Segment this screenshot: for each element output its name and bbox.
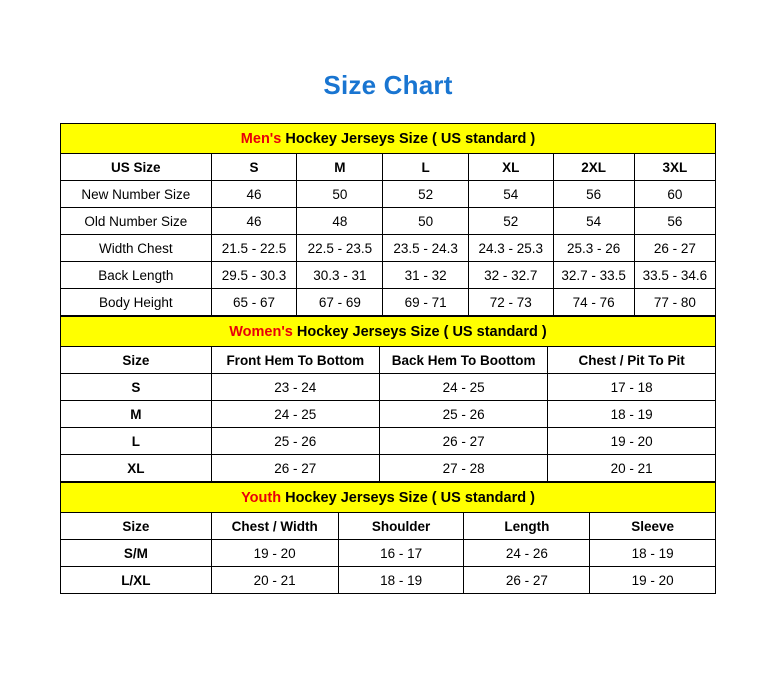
mens-col-4: XL [469, 154, 553, 181]
youth-size-section [60, 482, 716, 594]
mens-banner-rest: Hockey Jerseys Size ( US standard ) [281, 130, 536, 147]
womens-row-2-val-1: 26 - 27 [379, 428, 547, 455]
table-row [61, 262, 716, 289]
womens-row-0-val-1: 24 - 25 [379, 374, 547, 401]
womens-size-table [60, 316, 716, 482]
page-title: Size Chart [323, 70, 453, 100]
womens-row-0-label: S [61, 374, 212, 401]
youth-size-table [60, 482, 716, 594]
youth-banner-rest: Hockey Jerseys Size ( US standard ) [281, 489, 535, 506]
mens-row-4-val-0: 65 - 67 [211, 289, 297, 316]
mens-row-1-label: Old Number Size [61, 208, 212, 235]
womens-col-3: Chest / Pit To Pit [548, 347, 716, 374]
mens-row-2-val-2: 23.5 - 24.3 [383, 235, 469, 262]
mens-row-0-val-1: 50 [297, 181, 383, 208]
mens-row-4-val-2: 69 - 71 [383, 289, 469, 316]
youth-col-2: Shoulder [338, 513, 464, 540]
womens-banner-accent: Women's [229, 323, 293, 340]
mens-row-2-val-3: 24.3 - 25.3 [469, 235, 553, 262]
mens-size-table [60, 123, 716, 316]
mens-row-2-val-4: 25.3 - 26 [553, 235, 634, 262]
mens-row-1-val-4: 54 [553, 208, 634, 235]
womens-row-2-val-2: 19 - 20 [548, 428, 716, 455]
table-row [61, 455, 716, 482]
womens-row-0-val-2: 17 - 18 [548, 374, 716, 401]
womens-row-2-val-0: 25 - 26 [211, 428, 379, 455]
womens-header-row [61, 347, 716, 374]
mens-row-3-val-5: 33.5 - 34.6 [634, 262, 715, 289]
womens-row-3-val-1: 27 - 28 [379, 455, 547, 482]
mens-col-6: 3XL [634, 154, 715, 181]
table-row [61, 401, 716, 428]
mens-row-4-val-1: 67 - 69 [297, 289, 383, 316]
table-row [61, 235, 716, 262]
mens-row-3-val-4: 32.7 - 33.5 [553, 262, 634, 289]
womens-row-1-val-0: 24 - 25 [211, 401, 379, 428]
mens-row-1-val-1: 48 [297, 208, 383, 235]
womens-row-3-label: XL [61, 455, 212, 482]
size-tables-container [60, 123, 716, 594]
mens-col-2: M [297, 154, 383, 181]
womens-banner [61, 317, 716, 347]
mens-row-4-val-5: 77 - 80 [634, 289, 715, 316]
mens-row-1-val-2: 50 [383, 208, 469, 235]
mens-header-row [61, 154, 716, 181]
mens-col-0: US Size [61, 154, 212, 181]
youth-row-0-val-1: 16 - 17 [338, 540, 464, 567]
youth-row-0-val-3: 18 - 19 [590, 540, 716, 567]
mens-col-1: S [211, 154, 297, 181]
youth-header-row [61, 513, 716, 540]
table-row [61, 289, 716, 316]
mens-row-3-val-3: 32 - 32.7 [469, 262, 553, 289]
mens-row-0-val-5: 60 [634, 181, 715, 208]
mens-banner [61, 124, 716, 154]
mens-row-2-val-5: 26 - 27 [634, 235, 715, 262]
mens-row-0-label: New Number Size [61, 181, 212, 208]
womens-row-1-val-1: 25 - 26 [379, 401, 547, 428]
mens-row-3-val-1: 30.3 - 31 [297, 262, 383, 289]
youth-row-1-val-2: 26 - 27 [464, 567, 590, 594]
mens-banner-accent: Men's [240, 130, 282, 147]
mens-size-section [60, 123, 716, 316]
table-row [61, 567, 716, 594]
youth-col-3: Length [464, 513, 590, 540]
table-row [61, 540, 716, 567]
womens-row-0-val-0: 23 - 24 [211, 374, 379, 401]
mens-row-4-val-3: 72 - 73 [469, 289, 553, 316]
womens-row-2-label: L [61, 428, 212, 455]
womens-row-3-val-2: 20 - 21 [548, 455, 716, 482]
mens-row-1-val-5: 56 [634, 208, 715, 235]
youth-row-0-val-0: 19 - 20 [211, 540, 338, 567]
table-row [61, 181, 716, 208]
womens-size-section [60, 316, 716, 482]
mens-row-2-val-0: 21.5 - 22.5 [211, 235, 297, 262]
youth-row-1-val-3: 19 - 20 [590, 567, 716, 594]
youth-row-0-val-2: 24 - 26 [464, 540, 590, 567]
mens-row-0-val-2: 52 [383, 181, 469, 208]
mens-row-3-label: Back Length [61, 262, 212, 289]
youth-col-1: Chest / Width [211, 513, 338, 540]
mens-row-0-val-3: 54 [469, 181, 553, 208]
mens-row-4-val-4: 74 - 76 [553, 289, 634, 316]
youth-row-0-label: S/M [61, 540, 212, 567]
youth-banner [61, 483, 716, 513]
mens-row-3-val-2: 31 - 32 [383, 262, 469, 289]
womens-col-0: Size [61, 347, 212, 374]
womens-col-2: Back Hem To Boottom [379, 347, 547, 374]
mens-col-3: L [383, 154, 469, 181]
youth-row-1-val-1: 18 - 19 [338, 567, 464, 594]
mens-row-2-val-1: 22.5 - 23.5 [297, 235, 383, 262]
womens-row-1-val-2: 18 - 19 [548, 401, 716, 428]
youth-col-4: Sleeve [590, 513, 716, 540]
table-row [61, 374, 716, 401]
table-row [61, 428, 716, 455]
mens-row-0-val-4: 56 [553, 181, 634, 208]
mens-col-5: 2XL [553, 154, 634, 181]
mens-row-2-label: Width Chest [61, 235, 212, 262]
youth-banner-accent: Youth [241, 489, 282, 506]
womens-row-1-label: M [61, 401, 212, 428]
mens-row-1-val-3: 52 [469, 208, 553, 235]
youth-col-0: Size [61, 513, 212, 540]
mens-row-4-label: Body Height [61, 289, 212, 316]
mens-row-1-val-0: 46 [211, 208, 297, 235]
mens-row-0-val-0: 46 [211, 181, 297, 208]
table-row [61, 208, 716, 235]
womens-row-3-val-0: 26 - 27 [211, 455, 379, 482]
youth-row-1-val-0: 20 - 21 [211, 567, 338, 594]
womens-col-1: Front Hem To Bottom [211, 347, 379, 374]
youth-row-1-label: L/XL [61, 567, 212, 594]
mens-row-3-val-0: 29.5 - 30.3 [211, 262, 297, 289]
womens-banner-rest: Hockey Jerseys Size ( US standard ) [292, 323, 547, 340]
